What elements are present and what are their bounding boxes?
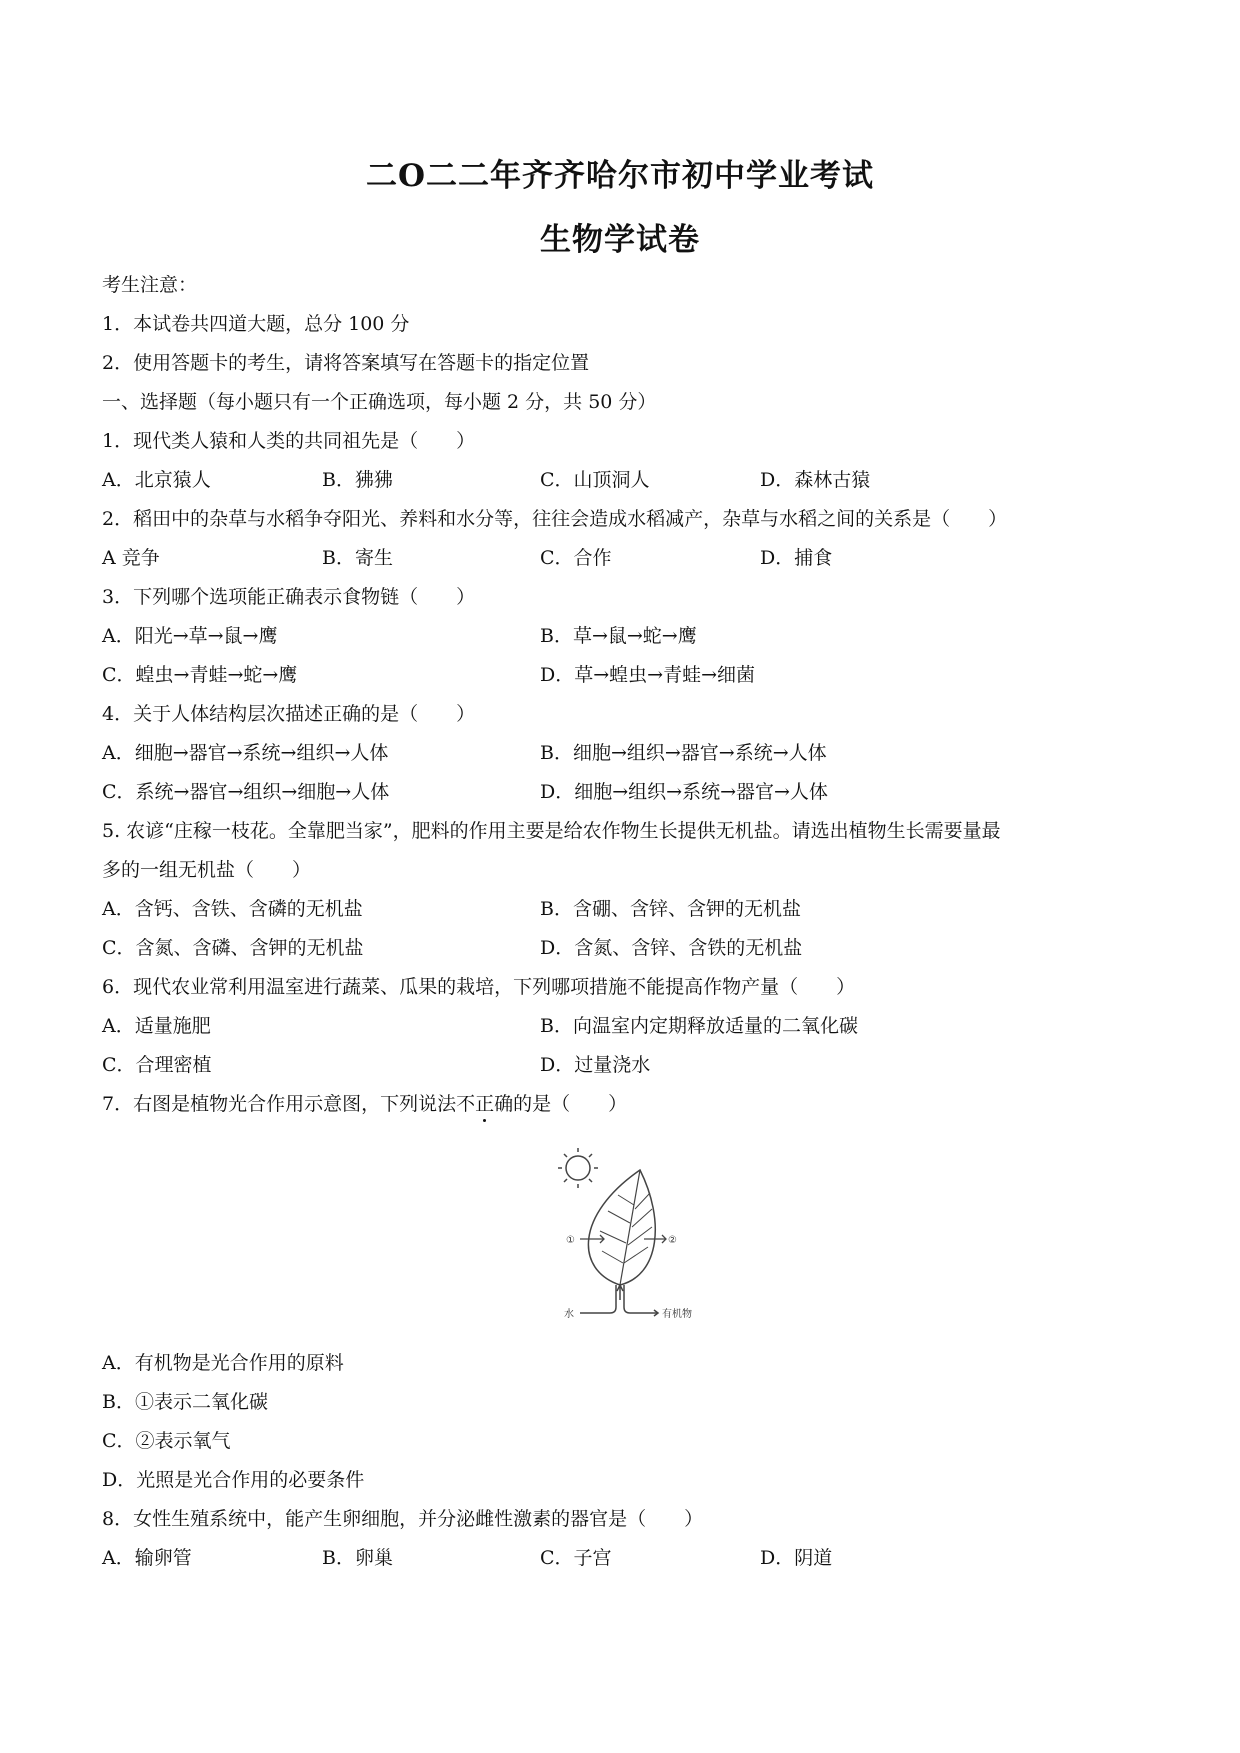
stem-after: 的是（ ） bbox=[513, 1093, 628, 1115]
option-b: B．细胞→组织→器官→系统→人体 bbox=[540, 742, 827, 764]
option-a: A．输卵管 bbox=[102, 1547, 192, 1569]
notice-item: 2．使用答题卡的考生，请将答案填写在答题卡的指定位置 bbox=[102, 352, 590, 374]
photosynthesis-svg bbox=[540, 1135, 700, 1330]
option-c: C．含氮、含磷、含钾的无机盐 bbox=[102, 937, 364, 959]
option-a: A．阳光→草→鼠→鹰 bbox=[102, 625, 278, 647]
question-stem: 6．现代农业常利用温室进行蔬菜、瓜果的栽培，下列哪项措施不能提高作物产量（ ） bbox=[102, 976, 856, 998]
stem-before: 7．右图是植物光合作用示意图，下列说法 bbox=[102, 1093, 457, 1115]
option-b: B．寄生 bbox=[322, 547, 393, 569]
option-b: B．卵巢 bbox=[322, 1547, 393, 1569]
option-a: A．含钙、含铁、含磷的无机盐 bbox=[102, 898, 363, 920]
option-c: C．②表示氧气 bbox=[102, 1430, 231, 1452]
notice-item: 1．本试卷共四道大题，总分 100 分 bbox=[102, 313, 410, 335]
exam-title: 二O二二年齐齐哈尔市初中学业考试 bbox=[365, 158, 874, 194]
label-organic: 有机物 bbox=[662, 1309, 692, 1320]
notice-heading: 考生注意： bbox=[102, 274, 198, 296]
option-d: D．含氮、含锌、含铁的无机盐 bbox=[540, 937, 803, 959]
option-c: C．系统→器官→组织→细胞→人体 bbox=[102, 781, 390, 803]
option-a: A．北京猿人 bbox=[102, 469, 211, 491]
option-d: D．森林古猿 bbox=[760, 469, 871, 491]
question-stem: 8．女性生殖系统中，能产生卵细胞，并分泌雌性激素的器官是（ ） bbox=[102, 1508, 704, 1530]
sun-icon bbox=[558, 1148, 598, 1188]
question-stem: 1．现代类人猿和人类的共同祖先是（ ） bbox=[102, 430, 476, 452]
option-b: B．狒狒 bbox=[322, 469, 393, 491]
leaf-icon bbox=[580, 1170, 658, 1316]
option-d: D．捕食 bbox=[760, 547, 833, 569]
question-stem bbox=[102, 1091, 627, 1117]
option-b: B．含硼、含锌、含钾的无机盐 bbox=[540, 898, 801, 920]
photosynthesis-diagram bbox=[540, 1135, 700, 1330]
label-1: ① bbox=[566, 1235, 575, 1246]
option-d: D．过量浇水 bbox=[540, 1054, 651, 1076]
option-c: C．蝗虫→青蛙→蛇→鹰 bbox=[102, 664, 298, 686]
option-a: A 竞争 bbox=[102, 547, 160, 569]
option-c: C．山顶洞人 bbox=[540, 469, 650, 491]
question-stem: 3．下列哪个选项能正确表示食物链（ ） bbox=[102, 586, 476, 608]
option-d: D．光照是光合作用的必要条件 bbox=[102, 1469, 365, 1491]
section-heading: 一、选择题（每小题只有一个正确选项，每小题 2 分，共 50 分） bbox=[102, 391, 657, 413]
label-water: 水 bbox=[564, 1309, 574, 1320]
option-c: C．子宫 bbox=[540, 1547, 612, 1569]
option-b: B．草→鼠→蛇→鹰 bbox=[540, 625, 697, 647]
option-b: B．①表示二氧化碳 bbox=[102, 1391, 268, 1413]
option-a: A．细胞→器官→系统→组织→人体 bbox=[102, 742, 389, 764]
stem-emphasis: 不正确 bbox=[456, 1093, 514, 1115]
option-d: D．草→蝗虫→青蛙→细菌 bbox=[540, 664, 755, 686]
option-b: B．向温室内定期释放适量的二氧化碳 bbox=[540, 1015, 858, 1037]
question-stem: 2．稻田中的杂草与水稻争夺阳光、养料和水分等，往往会造成水稻减产，杂草与水稻之间的关系是（ ） bbox=[102, 508, 1008, 530]
label-2: ② bbox=[668, 1235, 677, 1246]
option-a: A．适量施肥 bbox=[102, 1015, 211, 1037]
exam-subtitle: 生物学试卷 bbox=[540, 222, 700, 258]
option-c: C．合理密植 bbox=[102, 1054, 212, 1076]
question-stem-continued: 多的一组无机盐（ ） bbox=[102, 859, 312, 881]
option-c: C．合作 bbox=[540, 547, 612, 569]
question-stem: 4．关于人体结构层次描述正确的是（ ） bbox=[102, 703, 476, 725]
option-d: D．细胞→组织→系统→器官→人体 bbox=[540, 781, 828, 803]
option-a: A．有机物是光合作用的原料 bbox=[102, 1352, 344, 1374]
question-stem: 5. 农谚“庄稼一枝花。全靠肥当家”，肥料的作用主要是给农作物生长提供无机盐。请选出植物生长需要量最 bbox=[102, 820, 1001, 842]
arrow-in-1 bbox=[580, 1235, 604, 1243]
option-d: D．阴道 bbox=[760, 1547, 833, 1569]
